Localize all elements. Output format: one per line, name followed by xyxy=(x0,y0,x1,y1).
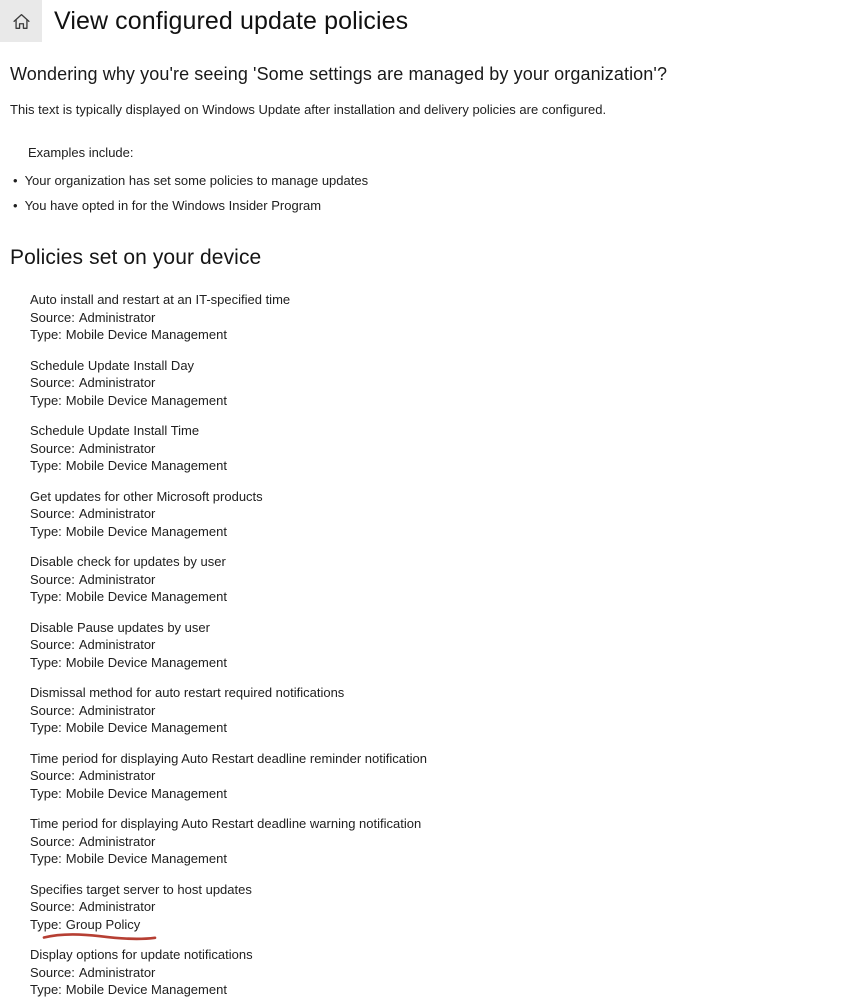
policy-type: Type: Group Policy xyxy=(30,916,844,934)
policy-type: Type: Mobile Device Management xyxy=(30,589,227,604)
policy-type: Type: Mobile Device Management xyxy=(30,392,227,408)
policy-item xyxy=(30,815,844,868)
policy-source: Source: Administrator xyxy=(30,375,156,390)
red-underline-annotation xyxy=(42,931,158,944)
example-text: Your organization has set some policies to manage updates xyxy=(24,173,369,188)
page-header xyxy=(0,0,854,42)
policy-source: Source: Administrator xyxy=(30,768,156,783)
policy-source: Source: Administrator xyxy=(30,899,156,914)
policy-source: Source: Administrator xyxy=(30,440,156,456)
examples-list xyxy=(10,168,844,218)
policy-item xyxy=(30,422,844,475)
policy-type: Type: Mobile Device Management xyxy=(30,654,227,670)
policy-source: Source: Administrator xyxy=(30,571,156,587)
policy-type: Type: Mobile Device Management xyxy=(30,785,227,801)
policy-type: Type: Mobile Device Management xyxy=(30,982,227,997)
bullet-glyph: • xyxy=(13,173,18,188)
policy-item xyxy=(30,619,844,672)
policy-item xyxy=(30,553,844,606)
policy-source: Source: Administrator xyxy=(30,637,156,652)
policy-item xyxy=(30,881,844,934)
policy-name: Time period for displaying Auto Restart deadline reminder notification xyxy=(30,750,427,766)
policy-list xyxy=(10,291,844,999)
policy-source: Source: Administrator xyxy=(30,309,156,325)
policy-item xyxy=(30,684,844,737)
policy-name: Auto install and restart at an IT-specified time xyxy=(30,292,291,307)
policy-name: Disable check for updates by user xyxy=(30,554,226,569)
bullet-glyph: • xyxy=(13,198,18,213)
policy-type: Type: Mobile Device Management xyxy=(30,720,227,735)
policy-type: Type: Mobile Device Management xyxy=(30,458,227,473)
policy-item xyxy=(30,291,844,344)
policy-item xyxy=(30,357,844,410)
policy-name: Dismissal method for auto restart required notifications xyxy=(30,685,345,700)
example-text: You have opted in for the Windows Insider Program xyxy=(24,198,322,213)
examples-label: Examples include: xyxy=(28,145,134,160)
page-content xyxy=(0,64,854,999)
example-item xyxy=(13,168,844,193)
policy-item xyxy=(30,750,844,803)
policy-name: Schedule Update Install Time xyxy=(30,423,200,438)
policy-source: Source: Administrator xyxy=(30,506,156,521)
policy-item xyxy=(30,946,844,999)
policy-type: Type: Mobile Device Management xyxy=(30,851,227,866)
policy-name: Get updates for other Microsoft products xyxy=(30,488,263,504)
examples-block xyxy=(10,145,844,218)
example-item xyxy=(13,193,844,218)
policies-section-heading: Policies set on your device xyxy=(10,246,262,269)
intro-description: This text is typically displayed on Windows Update after installation and delivery policies are configured. xyxy=(10,102,607,117)
home-button[interactable] xyxy=(0,0,42,42)
policy-type: Type: Mobile Device Management xyxy=(30,327,227,342)
policy-source: Source: Administrator xyxy=(30,702,156,718)
page-title: View configured update policies xyxy=(54,6,409,35)
policy-name: Time period for displaying Auto Restart deadline warning notification xyxy=(30,816,422,831)
policy-name: Specifies target server to host updates xyxy=(30,881,252,897)
home-icon xyxy=(11,11,32,32)
policy-name: Display options for update notifications xyxy=(30,947,253,962)
intro-heading: Wondering why you're seeing 'Some settings are managed by your organization'? xyxy=(10,64,668,84)
policy-name: Schedule Update Install Day xyxy=(30,357,195,373)
policy-item xyxy=(30,488,844,541)
policy-source: Source: Administrator xyxy=(30,833,156,849)
policy-type: Type: Mobile Device Management xyxy=(30,523,227,539)
policy-name: Disable Pause updates by user xyxy=(30,619,210,635)
policy-source: Source: Administrator xyxy=(30,964,156,980)
